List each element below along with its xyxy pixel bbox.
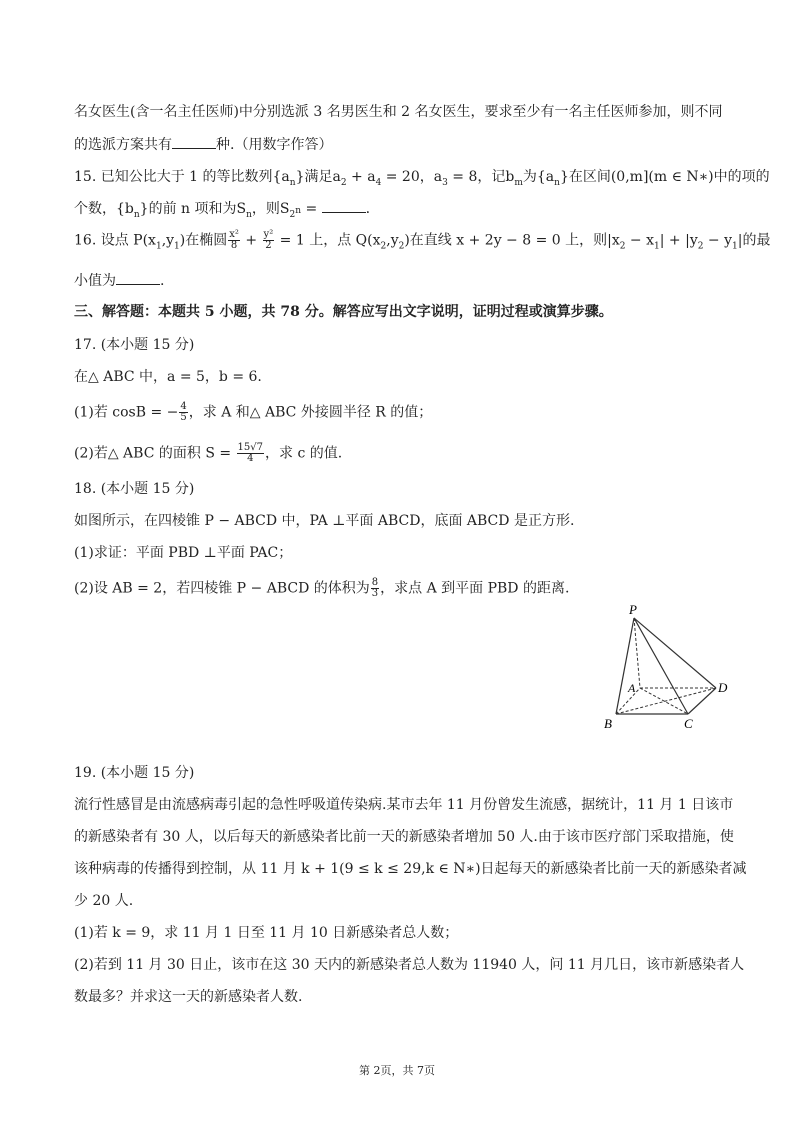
subscript [289, 205, 302, 220]
text: 在△ ABC 中，a = 5，b = 6. [74, 369, 262, 385]
q16-line2 [74, 272, 734, 290]
subscript: 1 [174, 241, 180, 252]
text: |的最 [737, 232, 771, 249]
text: ，求点 A 到平面 PBD 的距离. [380, 580, 570, 597]
text: (1)求证：平面 PBD ⊥平面 PAC； [74, 545, 293, 561]
text: 流行性感冒是由流感病毒引起的急性呼吸道传染病.某市去年 11 月份曾发生流感，据统计，11 月 1 日该市 [74, 797, 734, 813]
text: 2 [289, 209, 296, 220]
numerator: 15√7 [237, 442, 264, 453]
text: = 1 [275, 232, 310, 249]
subscript: n [289, 177, 296, 188]
text: 17. (本小题 15 分) [74, 337, 195, 353]
q18-part2 [74, 578, 734, 599]
edge-PA [634, 618, 640, 688]
numerator: 4 [180, 401, 187, 412]
text: − y [703, 232, 733, 249]
denominator: 4 [247, 453, 254, 464]
text: 三、解答题：本题共 5 小题，共 78 分。解答应写出文字说明，证明过程或演算步骤。 [74, 304, 613, 320]
text: | + |y [659, 232, 698, 249]
text: ,y [161, 232, 175, 249]
label-B: B [604, 716, 612, 731]
text: 15. 已知公比大于 1 的等比数列{a [74, 169, 290, 185]
q16-line1 [74, 229, 771, 255]
text: (2)设 AB = 2，若四棱锥 P − ABCD 的体积为 [74, 580, 370, 597]
numerator: x² [229, 229, 239, 240]
subscript: 1 [732, 241, 738, 252]
label-P: P [629, 602, 637, 617]
text: 个数，{b [74, 201, 134, 217]
text: )在直线 x + 2y − 8 = 0 上，则|x [404, 232, 620, 249]
text: 19. (本小题 15 分) [74, 765, 195, 781]
q17-part1 [74, 402, 734, 423]
q14-continuation-line1 [74, 103, 734, 121]
text: 16. 设点 P(x [74, 232, 156, 249]
text: = 8，记b [447, 169, 515, 185]
text: ,y [386, 232, 399, 249]
text: )在椭圆 [179, 232, 228, 249]
subscript: n [246, 209, 252, 220]
answer-blank [322, 200, 366, 213]
text: + a [346, 169, 376, 185]
edge-PB [616, 618, 634, 714]
text: 种.（用数字作答） [216, 137, 333, 153]
fraction-x2-over-8 [228, 230, 240, 251]
fraction-4-over-5 [179, 402, 187, 423]
subscript: n [133, 209, 140, 220]
label-C: C [684, 716, 693, 731]
text: }满足a [295, 169, 341, 185]
subscript: 1 [654, 241, 660, 252]
fraction-y2-over-2 [263, 230, 275, 251]
text: = 20，a [381, 169, 443, 185]
subscript: 3 [442, 177, 448, 188]
text: 数最多？并求这一天的新感染者人数. [74, 989, 303, 1005]
subscript: 1 [155, 241, 162, 252]
q19-part2-cont [74, 988, 734, 1006]
q15-line1 [74, 168, 770, 192]
q19-line1 [74, 796, 734, 814]
text: (2)若到 11 月 30 日止，该市在这 30 天内的新感染者总人数为 11940 人，问 11 月几日，该市新感染者人 [74, 957, 745, 973]
text: 如图所示，在四棱锥 P − ABCD 中，PA ⊥平面 ABCD，底面 ABCD 是正方形. [74, 513, 575, 529]
edge-CD [688, 688, 716, 714]
q17-heading [74, 336, 734, 354]
text: ，则S [251, 201, 290, 217]
text: (2)若△ ABC 的面积 S = [74, 445, 236, 462]
text: }在区间(0,m](m ∈ N∗)中的项的 [559, 169, 770, 185]
q18-statement [74, 512, 734, 530]
q19-line3 [74, 860, 747, 878]
q19-part1 [74, 924, 734, 942]
subscript: 2 [619, 241, 626, 252]
answer-blank [172, 136, 216, 149]
q19-part2 [74, 956, 745, 974]
denominator: 2 [265, 240, 272, 251]
q19-line2 [74, 828, 734, 846]
label-A: A [628, 681, 636, 695]
text: 的选派方案共有 [74, 137, 172, 153]
text: ，求 A 和△ ABC 外接圆半径 R 的值； [188, 404, 433, 421]
q14-continuation-line2 [74, 136, 734, 154]
q17-statement [74, 368, 734, 386]
q18-part1 [74, 544, 734, 562]
edge-PC [634, 618, 688, 714]
pyramid-figure [596, 600, 736, 740]
text: 少 20 人. [74, 893, 134, 909]
numerator: y² [263, 229, 274, 240]
text: 18. (本小题 15 分) [74, 481, 195, 497]
subscript: 2 [697, 241, 704, 252]
fraction-8-over-3 [371, 578, 379, 599]
subscript: 2 [340, 177, 347, 188]
q18-heading [74, 480, 734, 498]
section-heading [74, 303, 734, 321]
subscript: n [554, 177, 560, 188]
subscript: m [514, 177, 523, 188]
subscript: 2 [398, 241, 405, 252]
denominator: 5 [180, 412, 187, 423]
text: + [240, 232, 262, 249]
q19-heading [74, 764, 734, 782]
edge-PD [634, 618, 716, 688]
numerator: 8 [371, 577, 379, 588]
denominator: 3 [371, 588, 379, 599]
text: ，求 c 的值. [265, 445, 343, 462]
text: 名女医生(含一名主任医师)中分别选派 3 名男医生和 2 名女医生，要求至少有一名主任医师参加，则不同 [74, 104, 723, 120]
label-D: D [718, 680, 728, 695]
superscript: n [295, 205, 302, 216]
text: − x [625, 232, 655, 249]
q17-part2 [74, 443, 734, 464]
text: (1)若 k = 9，求 11 月 1 日至 11 月 10 日新感染者总人数； [74, 925, 459, 941]
text: 的新感染者有 30 人，以后每天的新感染者比前一天的新感染者增加 50 人.由于该市医疗部门采取措施，使 [74, 829, 734, 845]
text: 为{a [522, 169, 555, 185]
q19-line4 [74, 892, 734, 910]
fraction-area [237, 443, 264, 464]
q15-line2 [74, 200, 734, 224]
subscript: 2 [380, 241, 387, 252]
text: . [160, 273, 165, 289]
text: 上，点 Q(x [309, 232, 381, 249]
page-footer: 第 2页，共 7页 [359, 1064, 435, 1077]
text: }的前 n 项和为S [139, 201, 247, 217]
denominator: 8 [230, 240, 238, 251]
answer-blank [116, 272, 160, 285]
text: = [301, 201, 322, 217]
subscript: 4 [375, 177, 382, 188]
text: 小值为 [74, 273, 116, 289]
text: (1)若 cosB = − [74, 404, 179, 421]
text: 该种病毒的传播得到控制，从 11 月 k + 1(9 ≤ k ≤ 29,k ∈ N∗)日起每天的新感染者比前一天的新感染者减 [74, 861, 747, 877]
text: . [365, 201, 371, 217]
